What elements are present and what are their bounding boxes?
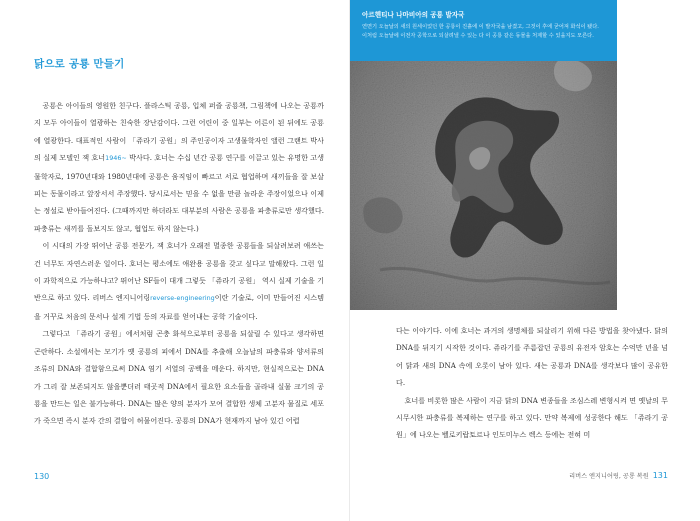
caption-title: 아르헨티나 나마비아의 공룡 발자국	[362, 11, 465, 19]
section-title: 닭으로 공룡 만들기	[34, 58, 125, 70]
paragraph: 이 시대의 가장 뛰어난 공룡 전문가, 잭 호너가 오래전 멸종한 공룡들을 되살려보려 애쓰는 건 너무도 자연스러운 일이다. 호너는 평소에도 애완용 공룡을 갖고 싶다고 말해왔다. 그런 일이 과학적으로 가능하냐고? 뛰어난 SF들이 대개 그렇듯 「쥬라기 공원」 역시 실제 기술을 기반으로 하고 있다. 리버스 엔지니어링reverse-engineering이란 기술로, 이미 만들어진 시스템을 거꾸로 처음의 문서나 설계 기법 등의 자료를 얻어내는 공학 기술이다.	[34, 241, 324, 321]
caption-line: 이처럼 오늘날에 이전자 공학으로 되살려낼 수 있는 다 이 공룡 같은 동물을 처제할 수 있을지도 모른다.	[362, 33, 594, 39]
right-body-text	[396, 322, 668, 444]
paragraph: 다는 이야기다. 이에 호너는 과거의 생명체를 되살리기 위해 다른 방법을 찾아냈다. 닭의 DNA를 뒤지기 시작한 것이다. 쥬라기를 주름잡던 공룡의 유전자 암호는 수억만 년을 넘어 닭과 새의 DNA 속에 오롯이 남아 있다. 새는 공룡과 DNA를 생각보다 많이 공유한다.	[396, 326, 668, 388]
caption-text	[362, 23, 605, 41]
paragraph: 그렇다고 「쥬라기 공원」에서처럼 곤충 화석으로부터 공룡을 되살릴 수 있다고 생각하면 곤란하다. 소설에서는 모기가 옛 공룡의 피에서 DNA를 추출해 오늘날의 파충류와 양서류의 조류의 DNA와 결합함으로써 DNA 염기 서열의 공백을 메운다. 하지만, 현실적으로는 DNA가 그리 잘 보존되지도 않을뿐더러 태곳적 DNA에서 필요한 요소들을 골라내 실물 크기의 공룡을 만드는 일은 불가능하다. DNA는 많은 양의 분자가 모여 결합한 생체 고분자 물질로 세포가 죽으면 즉시 분자 간의 결합이 허물어진다. 공룡의 DNA가 현재까지 남아 있긴 어렵	[34, 329, 324, 426]
highlight-text: reverse-engineering	[150, 294, 215, 303]
paragraph: 공룡은 아이들의 영원한 친구다. 플라스틱 공룡, 입체 퍼즐 공룡책, 그림책에 나오는 공룡까지 모두 아이들이 열광하는 친숙한 장난감이다. 그런 어린이 중 일부는 어른이 된 뒤에도 공룡에 열광한다. 대표적인 사람이 「쥬라기 공원」의 주인공이자 고생물학자인 앨런 그랜트 박사의 실제 모델인 잭 호너1946~ 박사다. 호너는 수십 년간 공룡 연구를 이끌고 있는 유명한 고생물학자로, 1970년대와 1980년대에 공룡은 움직임이 빠르고 서로 협업하며 새끼들을 잘 보살피는 동물이라고 앞장서서 주장했다. 당시로서는 믿을 수 없을 만큼 놀라운 주장이었으나 이제는 정설로 받아들여진다. (그때까지만 하더라도 대부분의 사람은 공룡을 파충류로만 생각했다. 파충류는 새끼를 돌보지도 않고, 협업도 하지 않는다.)	[34, 101, 324, 233]
highlight-text: 1946~	[105, 154, 127, 163]
left-body-text	[34, 97, 324, 430]
photo-caption	[350, 0, 617, 61]
running-head: 리버스 엔지니어링, 공룡 복원	[569, 473, 649, 480]
page-number-right: 131	[652, 471, 668, 480]
running-footer-right	[569, 471, 668, 480]
page-number-left: 130	[34, 472, 50, 481]
caption-line: 연면기 오늘날의 새의 원세이었던 한 공룡이 진흙에 이 발자국을 남겼고, 그것이 후에 굳어져 화석이 됐다.	[362, 24, 599, 30]
paragraph: 호너를 비롯한 많은 사람이 지금 닭의 DNA 변종들을 조심스레 변형시켜 면 옛날의 무시무시한 파충류를 복제하는 연구를 하고 있다. 만약 복제에 성공한다 해도 「쥬라기 공원」에 나오는 벨로키랍토르나 인도미누스 렉스 등에는 전혀 미	[396, 395, 668, 440]
